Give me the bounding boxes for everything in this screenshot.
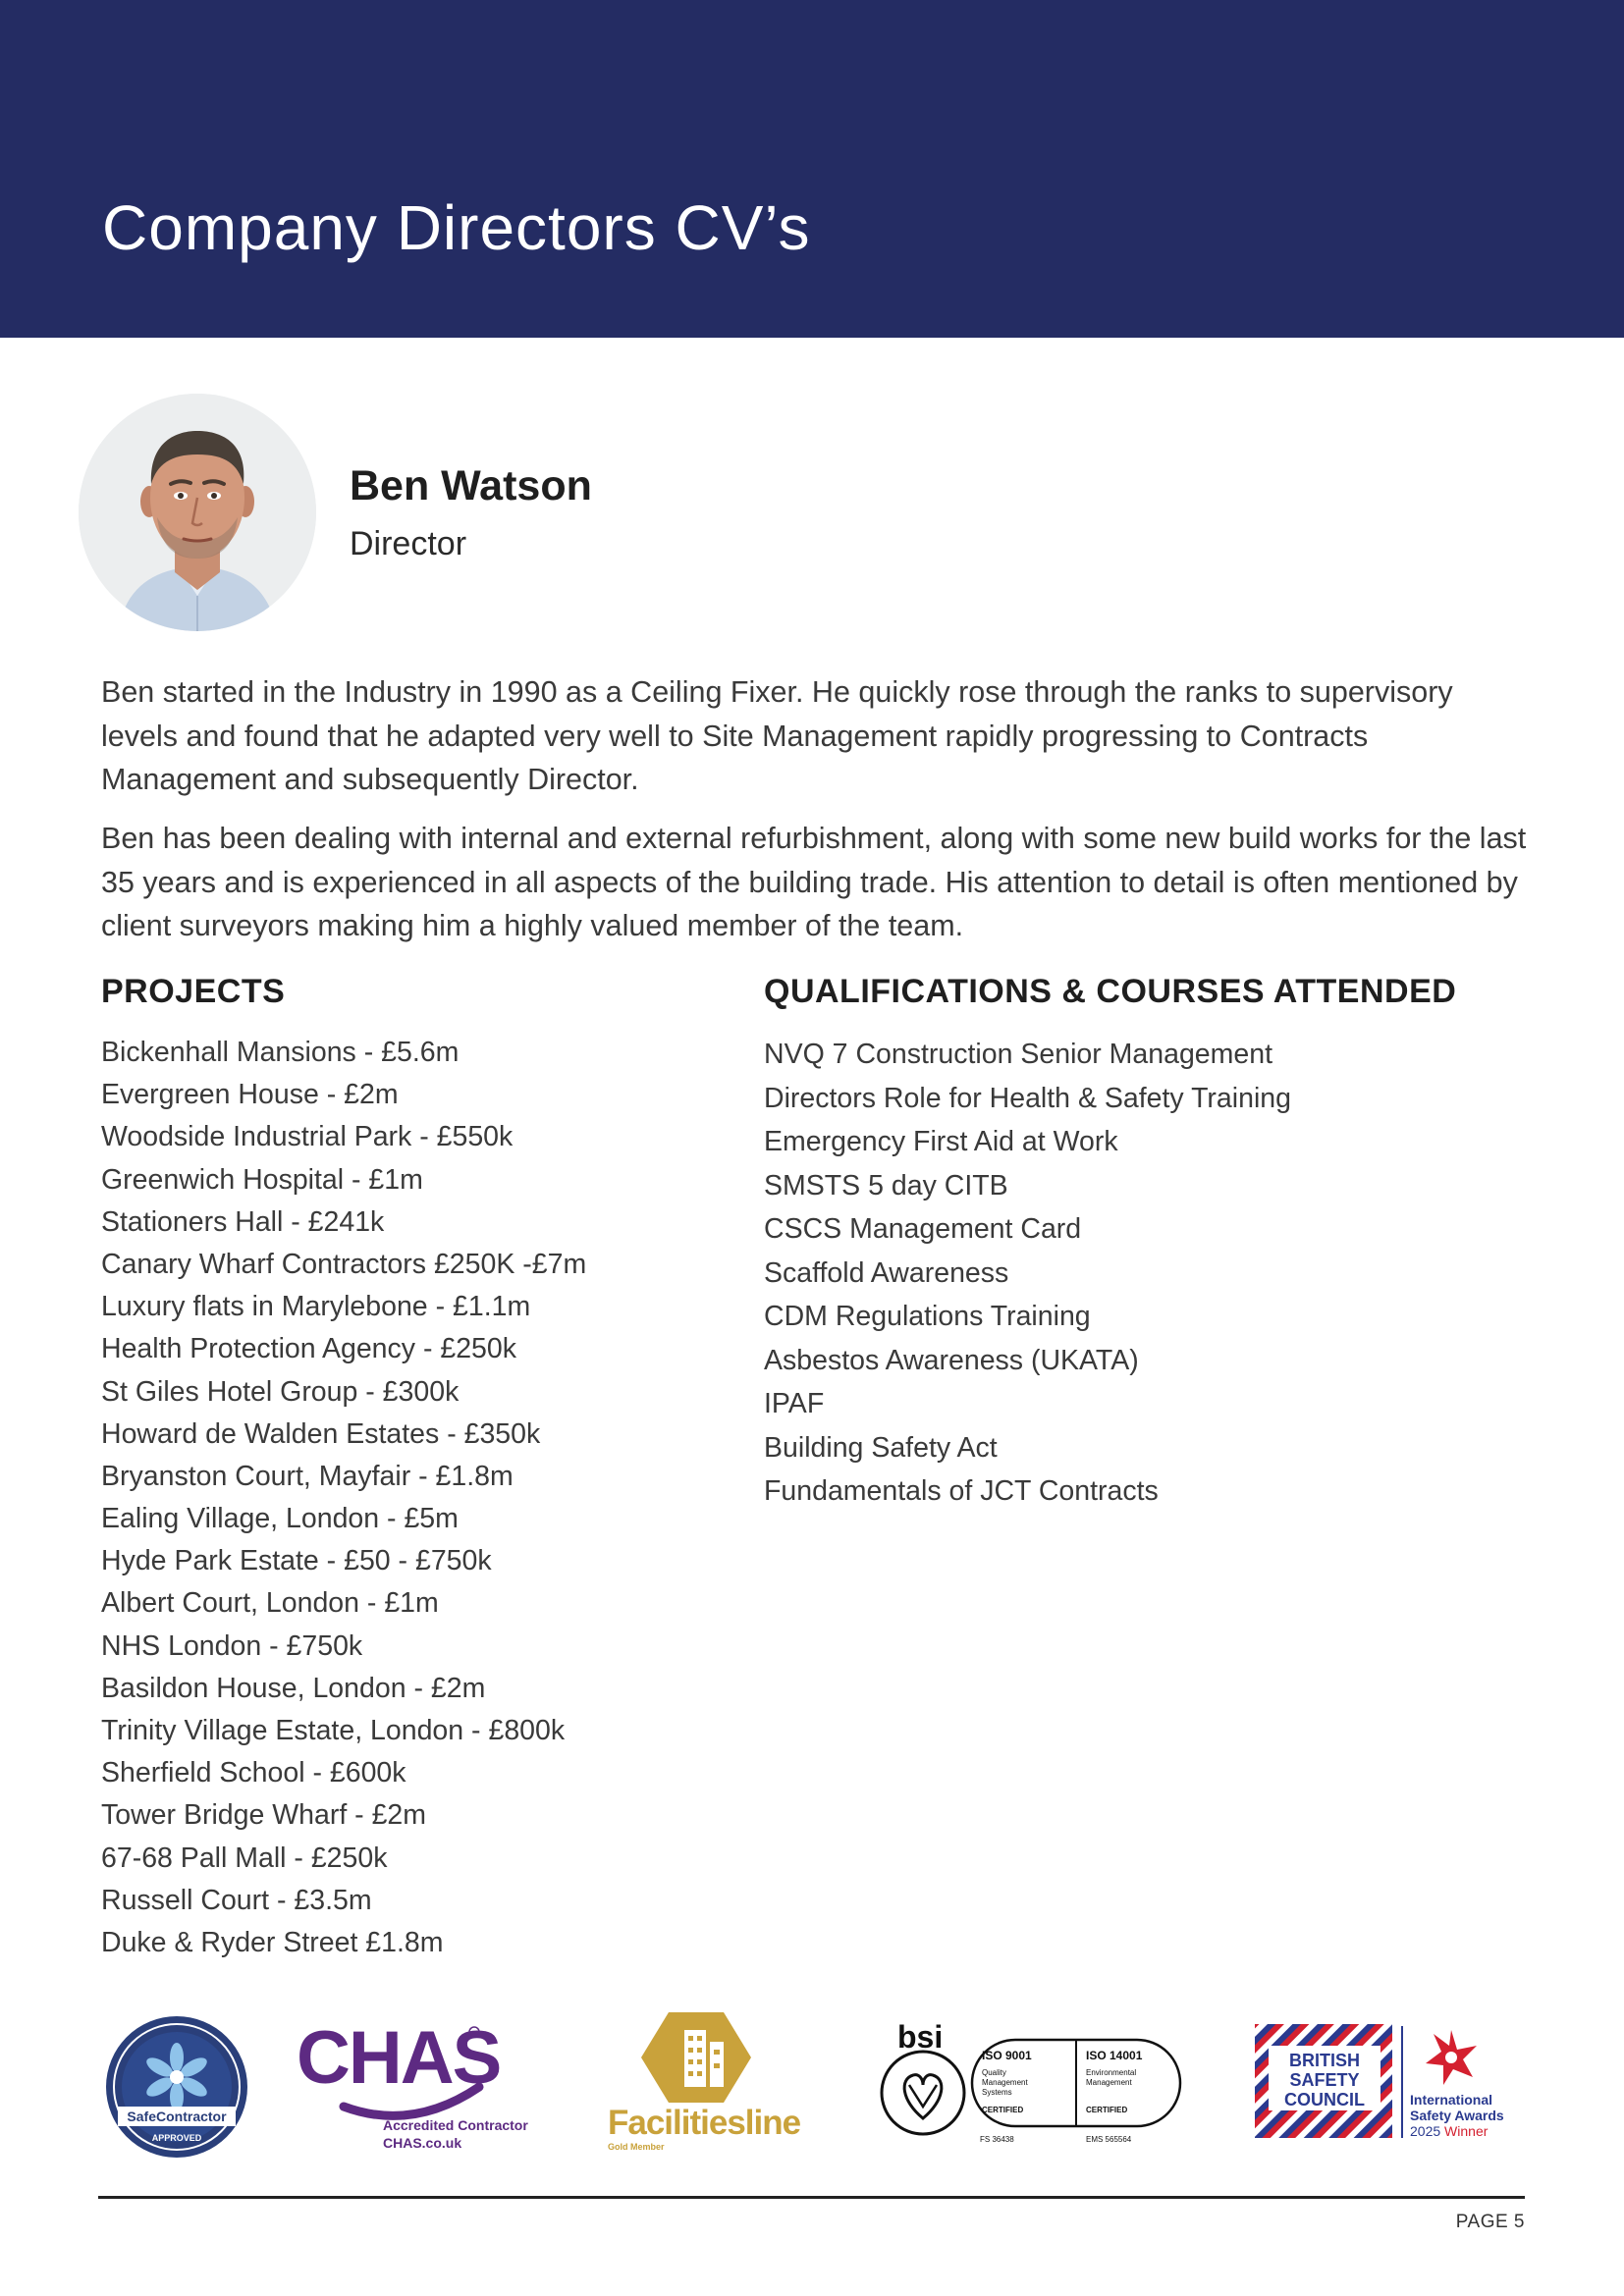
qualification-item: NVQ 7 Construction Senior Management	[764, 1039, 1273, 1070]
safecontractor-badge: APPROVED	[151, 2133, 202, 2143]
project-item: Evergreen House - £2m	[101, 1079, 399, 1111]
bio-paragraph: Ben started in the Industry in 1990 as a Ceiling Fixer. He quickly rose through the ranks to supervisory levels and found that he adapted very well to Site Management rapidly progressing to Contracts Management and subsequently Director.	[101, 675, 1453, 796]
bio-paragraph: Ben has been dealing with internal and external refurbishment, along with some new build works for the last 35 years and is experienced in all aspects of the building trade. His attention to detail is often mentioned by client surveyors making him a highly valued member of the team.	[101, 822, 1527, 942]
qualification-item: Scaffold Awareness	[764, 1256, 1009, 1289]
project-item: Greenwich Hospital - £1m	[101, 1163, 423, 1196]
iso9001-standard: ISO 9001	[982, 2049, 1032, 2062]
project-item: Basildon House, London - £2m	[101, 1672, 486, 1704]
project-item: St Giles Hotel Group - £300k	[101, 1375, 460, 1408]
projects-heading: PROJECTS	[101, 973, 286, 1010]
facilitiesline-logo	[604, 2012, 822, 2154]
star-icon	[1426, 2030, 1477, 2085]
qualification-item: SMSTS 5 day CITB	[764, 1169, 1008, 1201]
bsc-award-year-value: 2025	[1410, 2123, 1441, 2139]
bsi-wordmark: bsi	[897, 2019, 944, 2055]
qualification-item: Directors Role for Health & Safety Training	[764, 1082, 1291, 1114]
project-item: Ealing Village, London - £5m	[101, 1503, 459, 1535]
project-item: Canary Wharf Contractors £250K -£7m	[101, 1248, 587, 1280]
project-item: Bickenhall Mansions - £5.6m	[101, 1037, 460, 1068]
person-name: Ben Watson	[350, 462, 592, 509]
project-item: Duke & Ryder Street £1.8m	[101, 1926, 444, 1958]
iso9001-number: FS 36438	[980, 2135, 1014, 2144]
safecontractor-name: SafeContractor	[127, 2109, 227, 2124]
iso14001-desc: Environmental	[1086, 2068, 1137, 2077]
projects-list	[101, 1032, 586, 1964]
project-item: Trinity Village Estate, London - £800k	[101, 1715, 566, 1746]
iso14001-desc: Management	[1086, 2078, 1132, 2087]
bsc-line: COUNCIL	[1284, 2090, 1365, 2109]
iso14001-number: EMS 565564	[1086, 2135, 1132, 2144]
iso9001-desc: Systems	[982, 2088, 1012, 2097]
bsc-award-year	[1410, 2123, 1489, 2139]
facilitiesline-wordmark: Facilitiesline	[608, 2104, 801, 2142]
chas-accredited-text: Accredited Contractor	[383, 2117, 528, 2133]
safecontractor-logo	[104, 2014, 249, 2160]
project-item: Albert Court, London - £1m	[101, 1587, 439, 1620]
qualification-item: CDM Regulations Training	[764, 1301, 1091, 1332]
project-item: Woodside Industrial Park - £550k	[101, 1121, 514, 1153]
qualification-item: Asbestos Awareness (UKATA)	[764, 1344, 1139, 1376]
project-item: 67-68 Pall Mall - £250k	[101, 1842, 388, 1874]
chas-logo	[295, 2016, 538, 2154]
bsc-award-result: Winner	[1444, 2123, 1489, 2139]
qualification-item: Fundamentals of JCT Contracts	[764, 1475, 1159, 1507]
page-number: PAGE 5	[1455, 2212, 1525, 2232]
project-item: Luxury flats in Marylebone - £1.1m	[101, 1291, 531, 1323]
portrait-photo	[79, 394, 316, 631]
bsi-certification-logo	[874, 2016, 1194, 2144]
qualification-item: CSCS Management Card	[764, 1213, 1082, 1245]
qualification-item: Emergency First Aid at Work	[764, 1126, 1118, 1157]
chas-url-text: CHAS.co.uk	[383, 2135, 462, 2151]
project-item: Bryanston Court, Mayfair - £1.8m	[101, 1460, 514, 1492]
bsc-line: BRITISH	[1289, 2051, 1360, 2070]
qualifications-list	[764, 1033, 1291, 1514]
bsc-award-line1: International	[1410, 2092, 1493, 2108]
iso9001-desc: Management	[982, 2078, 1028, 2087]
bsc-line: SAFETY	[1289, 2070, 1360, 2090]
footer-divider	[98, 2196, 1525, 2199]
qualification-item: IPAF	[764, 1388, 825, 1419]
avatar	[79, 394, 316, 631]
iso14001-status: CERTIFIED	[1086, 2106, 1128, 2114]
header-band	[0, 0, 1624, 338]
person-role: Director	[350, 525, 467, 562]
page-title: Company Directors CV’s	[102, 192, 811, 263]
project-item: Russell Court - £3.5m	[101, 1884, 372, 1916]
qualification-item: Building Safety Act	[764, 1431, 998, 1464]
project-item: Howard de Walden Estates - £350k	[101, 1417, 541, 1450]
british-safety-council-logo	[1253, 2022, 1532, 2144]
qualifications-heading: QUALIFICATIONS & COURSES ATTENDED	[764, 973, 1457, 1010]
project-item: NHS London - £750k	[101, 1629, 363, 1662]
project-item: Tower Bridge Wharf - £2m	[101, 1799, 427, 1832]
iso9001-desc: Quality	[982, 2068, 1006, 2077]
iso9001-status: CERTIFIED	[982, 2106, 1024, 2114]
facilitiesline-tier: Gold Member	[608, 2142, 665, 2152]
chas-wordmark: CHAS	[297, 2016, 501, 2100]
project-item: Stationers Hall - £241k	[101, 1205, 385, 1238]
project-item: Hyde Park Estate - £50 - £750k	[101, 1545, 492, 1577]
bsc-award-line2: Safety Awards	[1410, 2108, 1504, 2123]
iso14001-standard: ISO 14001	[1086, 2049, 1143, 2062]
project-item: Sherfield School - £600k	[101, 1757, 406, 1789]
project-item: Health Protection Agency - £250k	[101, 1333, 517, 1365]
